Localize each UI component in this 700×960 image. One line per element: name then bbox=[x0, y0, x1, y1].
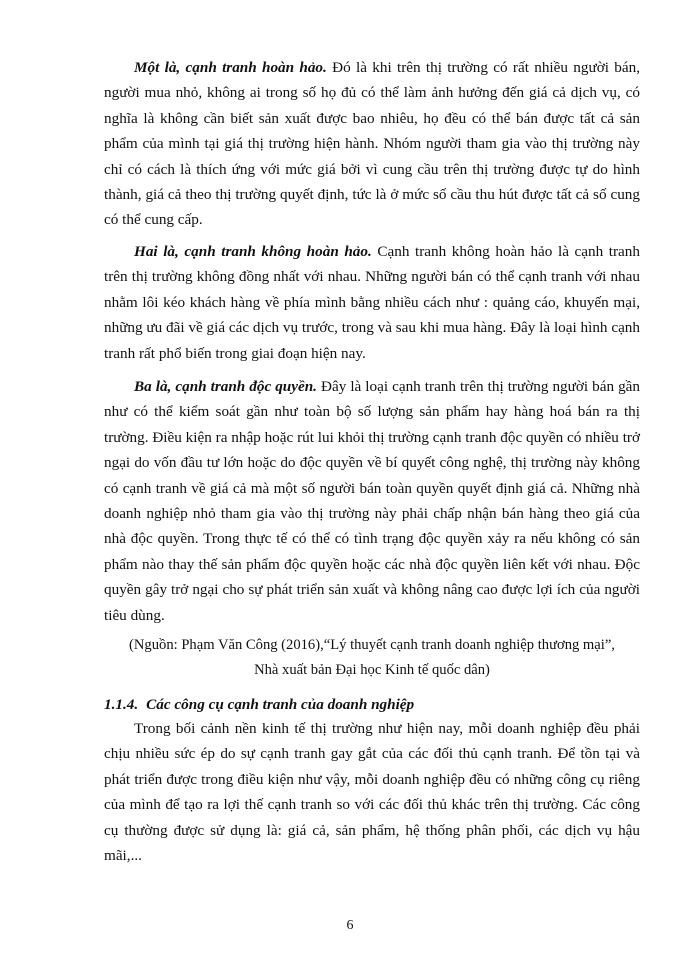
paragraph-perfect-competition bbox=[104, 55, 640, 233]
source-citation bbox=[104, 633, 640, 683]
paragraph-body: Đó là khi trên thị trường có rất nhiều người bán, người mua nhỏ, không ai trong số họ đủ có thể làm ảnh hưởng đến giá cả dịch vụ, có nghĩa là không cần biết sản xuất được bao nhiêu, họ đều có thể bán được tất cả sản phẩm của mình tại giá thị trường hiện hành. Nhóm người tham gia vào thị trường này chỉ có cách là thích ứng với mức giá bởi vì cung cầu trên thị trường được tự do hình thành, giá cả theo thị trường quyết định, tức là ở mức số cầu thu hút được tất cả số cung có thể cung cấp. bbox=[104, 59, 640, 229]
section-number: 1.1.4. bbox=[104, 696, 139, 713]
section-heading bbox=[104, 693, 640, 717]
paragraph-imperfect-competition bbox=[104, 239, 640, 366]
source-line-1: (Nguồn: Phạm Văn Công (2016),“Lý thuyết cạnh tranh doanh nghiệp thương mại”, bbox=[129, 637, 615, 653]
page-number: 6 bbox=[346, 918, 354, 933]
source-line-2: Nhà xuất bản Đại học Kinh tế quốc dân) bbox=[254, 662, 490, 678]
section-title: Các công cụ cạnh tranh của doanh nghiệp bbox=[146, 696, 415, 713]
paragraph-monopoly-competition bbox=[104, 374, 640, 628]
paragraph-body: Đây là loại cạnh tranh trên thị trường người bán gần như có thể kiểm soát gần như toàn bộ số lượng sản phẩm hay hàng hoá bán ra thị trường. Điều kiện ra nhập hoặc rút lui khỏi thị trường cạnh tranh độc quyền có nhiều trở ngại do vốn đầu tư lớn hoặc do độc quyền về bí quyết công nghệ, thị trường này không có cạnh tranh về giá cả mà một số người bán toàn quyền quyết định giá cả. Những nhà doanh nghiệp nhỏ tham gia vào thị trường này phải chấp nhận bán hàng theo giá của nhà độc quyền. Trong thực tế có thể có tình trạng độc quyền xảy ra nếu không có sản phẩm nào thay thế sản phẩm độc quyền hoặc các nhà độc quyền liên kết với nhau. Độc quyền gây trở ngại cho sự phát triển sản xuất và không nâng cao được lợi ích của người tiêu dùng. bbox=[104, 378, 641, 624]
section-body-paragraph: Trong bối cảnh nền kinh tế thị trường như hiện nay, mỗi doanh nghiệp đều phải chịu nhiều sức ép do sự cạnh tranh gay gắt của các đối thủ cạnh tranh. Để tồn tại và phát triển được trong điều kiện như vậy, mỗi doanh nghiệp đều có những công cụ riêng của mình để tạo ra lợi thế cạnh tranh so với các đối thủ khác trên thị trường. Các công cụ thường được sử dụng là: giá cả, sản phẩm, hệ thống phân phối, các dịch vụ hậu mãi,... bbox=[104, 720, 640, 865]
paragraph-lead: Ba là, cạnh tranh độc quyền. bbox=[134, 378, 317, 395]
paragraph-lead: Một là, cạnh tranh hoàn hảo. bbox=[134, 59, 327, 76]
paragraph-body: Cạnh tranh không hoàn hảo là cạnh tranh trên thị trường không đồng nhất với nhau. Những người bán có thể cạnh tranh với nhau nhằm lôi kéo khách hàng về phía mình bằng nhiều cách như : quảng cáo, khuyến mại, những ưu đãi về giá các dịch vụ trước, trong và sau khi mua hàng. Đây là loại hình cạnh tranh rất phổ biến trong giai đoạn hiện nay. bbox=[104, 243, 640, 362]
paragraph-lead: Hai là, cạnh tranh không hoàn hảo. bbox=[134, 243, 372, 260]
